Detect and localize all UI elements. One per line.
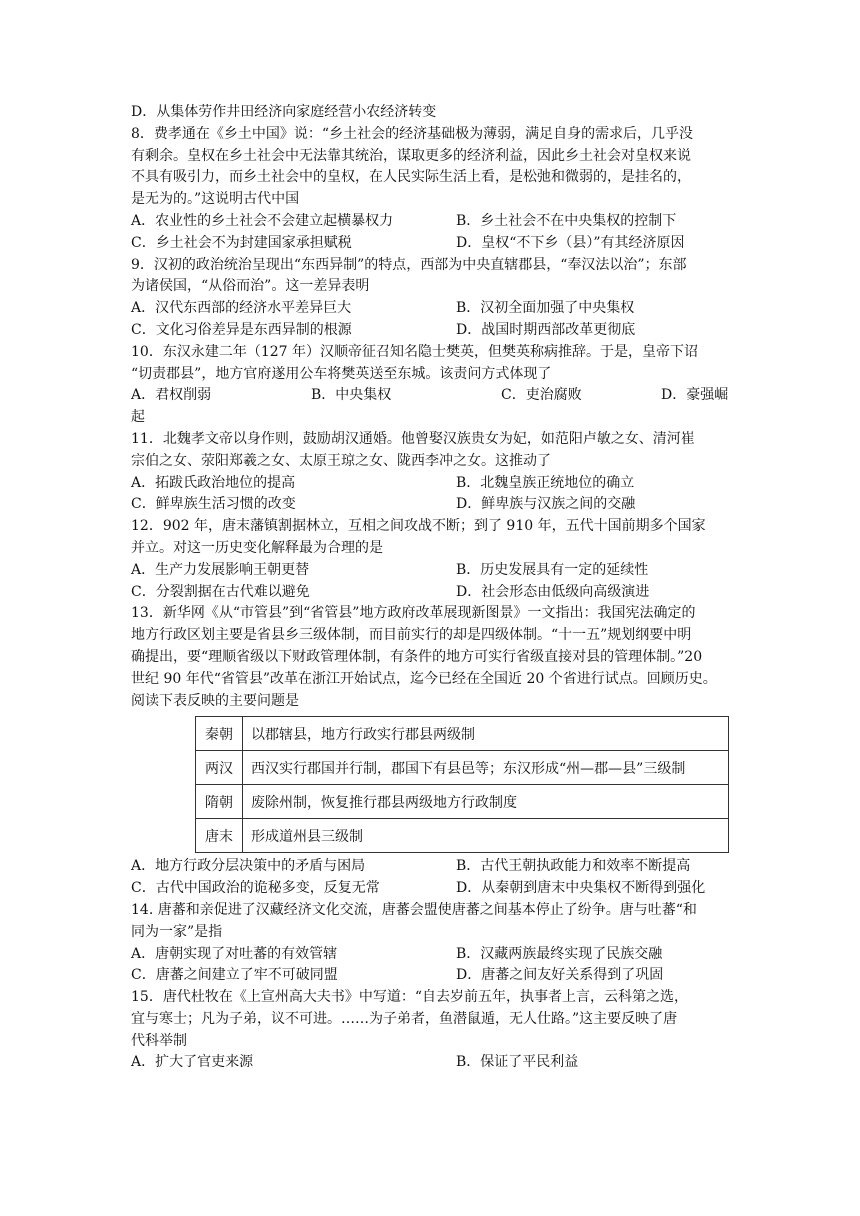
question-9 (131, 255, 729, 342)
q8-stem-line: 8．费孝通在《乡土中国》说：“乡土社会的经济基础极为薄弱，满足自身的需求后，几乎没 (131, 125, 694, 142)
q13-option-c: C．古代中国政治的诡秘多变，反复无常 (131, 880, 380, 897)
q14-option-a: A．唐朝实现了对吐蕃的有效管辖 (131, 945, 338, 962)
q13-stem-line: 确提出，要“理顺省级以下财政管理体制，有条件的地方可实行省级直接对县的管理体制。”20 (131, 648, 703, 665)
q8-stem-line: 不具有吸引力，而乡土社会中的皇权，在人民实际生活上看，是松弛和微弱的，是挂名的， (131, 169, 691, 186)
q10-option-d-cont: 起 (131, 409, 145, 426)
q9-options-cd (131, 320, 729, 342)
q11-options-cd (131, 494, 729, 516)
q9-option-d: D．战国时期西部改革更彻底 (456, 321, 636, 338)
q12-stem-line: 12．902 年，唐末藩镇割据林立，互相之间攻战不断；到了 910 年，五代十国前期多个国家 (131, 518, 706, 535)
q8-stem-line: 有剩余。皇权在乡土社会中无法靠其统治，谋取更多的经济利益，因此乡土社会对皇权来说 (131, 147, 691, 164)
q15-stem-line: 代科举制 (131, 1032, 187, 1049)
table-desc-cell: 废除州制，恢复推行郡县两级地方行政制度 (243, 785, 729, 819)
q12-stem-line: 并立。对这一历史变化解释最为合理的是 (131, 539, 383, 556)
q15-option-a: A．扩大了官吏来源 (131, 1054, 254, 1071)
q8-options-ab (131, 211, 729, 233)
question-8 (131, 124, 729, 255)
q12-option-b: B．历史发展具有一定的延续性 (456, 561, 649, 578)
q14-stem-line: 14. 唐蕃和亲促进了汉藏经济文化交流，唐蕃会盟使唐蕃之间基本停止了纷争。唐与吐蕃“和 (131, 901, 697, 918)
question-14 (131, 900, 729, 987)
q11-stem-line: 11．北魏孝文帝以身作则，鼓励胡汉通婚。他曾娶汉族贵女为妃，如范阳卢敏之女、清河崔 (131, 430, 695, 447)
q11-option-d: D．鲜卑族与汉族之间的交融 (456, 496, 636, 513)
q13-options-cd (131, 878, 729, 900)
q15-stem-line: 宜与寒士；凡为子弟，议不可进。……为子弟者，鱼潜鼠遁，无人仕路。”这主要反映了唐 (131, 1010, 678, 1027)
q12-options-cd (131, 582, 729, 604)
table-era-cell: 两汉 (196, 751, 243, 785)
q13-stem-line: 世纪 90 年代“省管县”改革在浙江开始试点，迄今已经在全国近 20 个省进行试点。回顾历史。 (131, 670, 717, 687)
q10-options (131, 385, 729, 407)
table-row (196, 751, 729, 785)
q11-option-c: C．鲜卑族生活习惯的改变 (131, 496, 296, 513)
question-11 (131, 429, 729, 516)
q14-option-c: C．唐蕃之间建立了牢不可破同盟 (131, 967, 338, 984)
q8-option-d: D．皇权“不下乡（县）”有其经济原因 (456, 234, 685, 251)
q15-option-b: B．保证了平民利益 (456, 1054, 579, 1071)
q11-option-b: B．北魏皇族正统地位的确立 (456, 474, 635, 491)
table-row (196, 785, 729, 819)
table-era-cell: 隋朝 (196, 785, 243, 819)
q13-stem-line: 阅读下表反映的主要问题是 (131, 692, 299, 709)
q8-option-a: A．农业性的乡土社会不会建立起横暴权力 (131, 212, 394, 229)
q8-stem-line: 是无为的。”这说明古代中国 (131, 191, 300, 208)
q11-stem-line: 宗伯之女、荥阳郑羲之女、太原王琼之女、陇西李冲之女。这推动了 (131, 452, 551, 469)
q12-option-d: D．社会形态由低级向高级演进 (456, 583, 650, 600)
table-row (196, 717, 729, 751)
q9-option-b: B．汉初全面加强了中央集权 (456, 300, 635, 317)
q12-option-c: C．分裂割据在古代难以避免 (131, 583, 310, 600)
q11-option-a: A．拓跋氏政治地位的提高 (131, 474, 296, 491)
question-10 (131, 342, 729, 429)
exam-page (131, 102, 729, 1074)
q10-stem-line: “切责郡县”，地方官府遂用公车将樊英送至东城。该责问方式体现了 (131, 365, 552, 382)
q13-stem-line: 地方行政区划主要是省县乡三级体制，而目前实行的却是四级体制。“十一五”规划纲要中明 (131, 627, 692, 644)
table-era-cell: 唐末 (196, 819, 243, 853)
q10-option-b: B．中央集权 (311, 387, 392, 404)
q7-option-d: D．从集体劳作井田经济向家庭经营小农经济转变 (131, 104, 437, 120)
q9-option-c: C．文化习俗差异是东西异制的根源 (131, 321, 352, 338)
q10-option-d: D．豪强崛 (661, 387, 729, 404)
q9-option-a: A．汉代东西部的经济水平差异巨大 (131, 300, 352, 317)
q15-options-ab (131, 1052, 729, 1074)
question-13 (131, 603, 729, 900)
question-15 (131, 987, 729, 1074)
question-12 (131, 516, 729, 603)
table-row (196, 819, 729, 853)
table-desc-cell: 形成道州县三级制 (243, 819, 729, 853)
q10-option-c: C．吏治腐败 (501, 387, 582, 404)
q13-option-a: A．地方行政分层决策中的矛盾与困局 (131, 858, 366, 875)
q13-stem-line: 13．新华网《从“市管县”到“省管县”地方政府改革展现新图景》一文指出：我国宪法确定的 (131, 605, 696, 622)
q8-options-cd (131, 233, 729, 255)
table-desc-cell: 以郡辖县，地方行政实行郡县两级制 (243, 717, 729, 751)
q11-options-ab (131, 473, 729, 495)
q14-option-d: D．唐蕃之间友好关系得到了巩固 (456, 967, 664, 984)
history-table (195, 716, 729, 853)
q9-stem-line: 9．汉初的政治统治呈现出“东西异制”的特点，西部为中央直辖郡县，“奉汉法以治”；东部 (131, 256, 687, 273)
table-era-cell: 秦朝 (196, 717, 243, 751)
q14-options-ab (131, 944, 729, 966)
q12-option-a: A．生产力发展影响王朝更替 (131, 561, 310, 578)
q14-stem-line: 同为一家”是指 (131, 923, 223, 940)
q15-stem-line: 15．唐代杜牧在《上宣州高大夫书》中写道：“自去岁前五年，执事者上言，云科第之选， (131, 989, 688, 1006)
q12-options-ab (131, 560, 729, 582)
q10-option-a: A．君权削弱 (131, 387, 212, 404)
q10-stem-line: 10．东汉永建二年（127 年）汉顺帝征召知名隐士樊英，但樊英称病推辞。于是，皇帝下诏 (131, 343, 698, 360)
q14-options-cd (131, 965, 729, 987)
q8-option-b: B．乡土社会不在中央集权的控制下 (456, 212, 677, 229)
table-desc-cell: 西汉实行郡国并行制，郡国下有县邑等；东汉形成“州—郡—县”三级制 (243, 751, 729, 785)
q13-options-ab (131, 856, 729, 878)
q8-option-c: C．乡土社会不为封建国家承担赋税 (131, 234, 352, 251)
q13-option-b: B．古代王朝执政能力和效率不断提高 (456, 858, 691, 875)
q14-option-b: B．汉藏两族最终实现了民族交融 (456, 945, 663, 962)
q9-stem-line: 为诸侯国，“从俗而治”。这一差异表明 (131, 278, 370, 295)
q9-options-ab (131, 298, 729, 320)
q13-option-d: D．从秦朝到唐末中央集权不断得到强化 (456, 880, 706, 897)
